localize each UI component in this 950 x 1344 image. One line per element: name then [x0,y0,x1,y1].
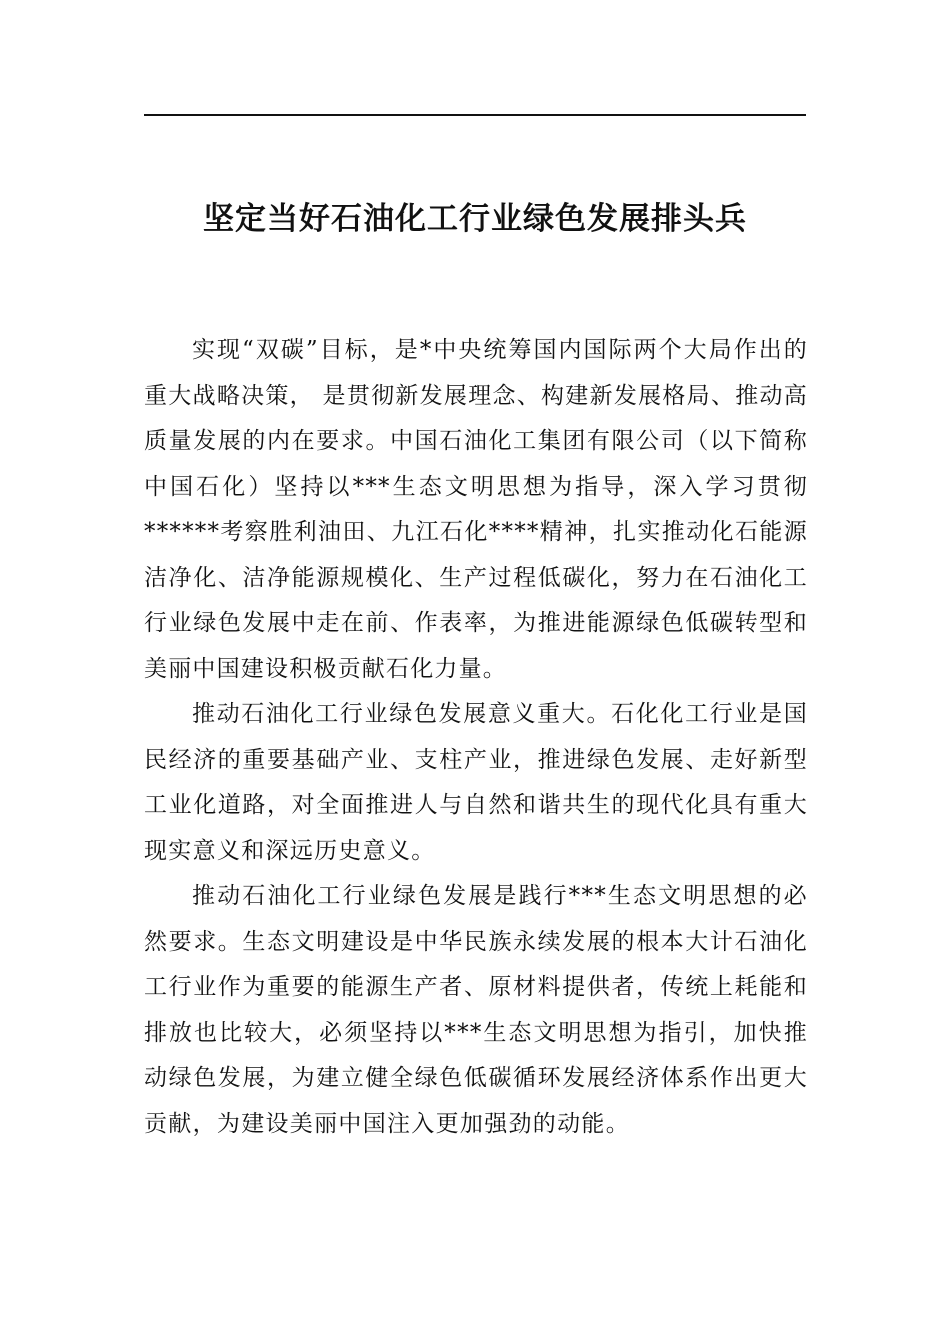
paragraph-1: 实现“双碳”目标，是*中央统筹国内国际两个大局作出的重大战略决策， 是贯彻新发展理念、构建新发展格局、推动高质量发展的内在要求。中国石油化工集团有限公司（以下简称中国石化）坚持以***生态文明思想为指导，深入学习贯彻******考察胜利油田、九江石化****精神，扎实推动化石能源洁净化、洁净能源规模化、生产过程低碳化，努力在石油化工行业绿色发展中走在前、作表率，为推进能源绿色低碳转型和美丽中国建设积极贡献石化力量。 [144,337,808,682]
document-title: 坚定当好石油化工行业绿色发展排头兵 [203,201,747,237]
paragraph-3: 推动石油化工行业绿色发展是践行***生态文明思想的必然要求。生态文明建设是中华民族永续发展的根本大计石油化工行业作为重要的能源生产者、原材料提供者，传统上耗能和排放也比较大，必须坚持以***生态文明思想为指引，加快推动绿色发展，为建立健全绿色低碳循环发展经济体系作出更大贡献，为建设美丽中国注入更加强劲的动能。 [144,883,808,1137]
header-rule [144,114,806,116]
document-body [144,328,808,1147]
paragraph-2: 推动石油化工行业绿色发展意义重大。石化化工行业是国民经济的重要基础产业、支柱产业，推进绿色发展、走好新型工业化道路，对全面推进人与自然和谐共生的现代化具有重大现实意义和深远历史意义。 [144,701,808,864]
